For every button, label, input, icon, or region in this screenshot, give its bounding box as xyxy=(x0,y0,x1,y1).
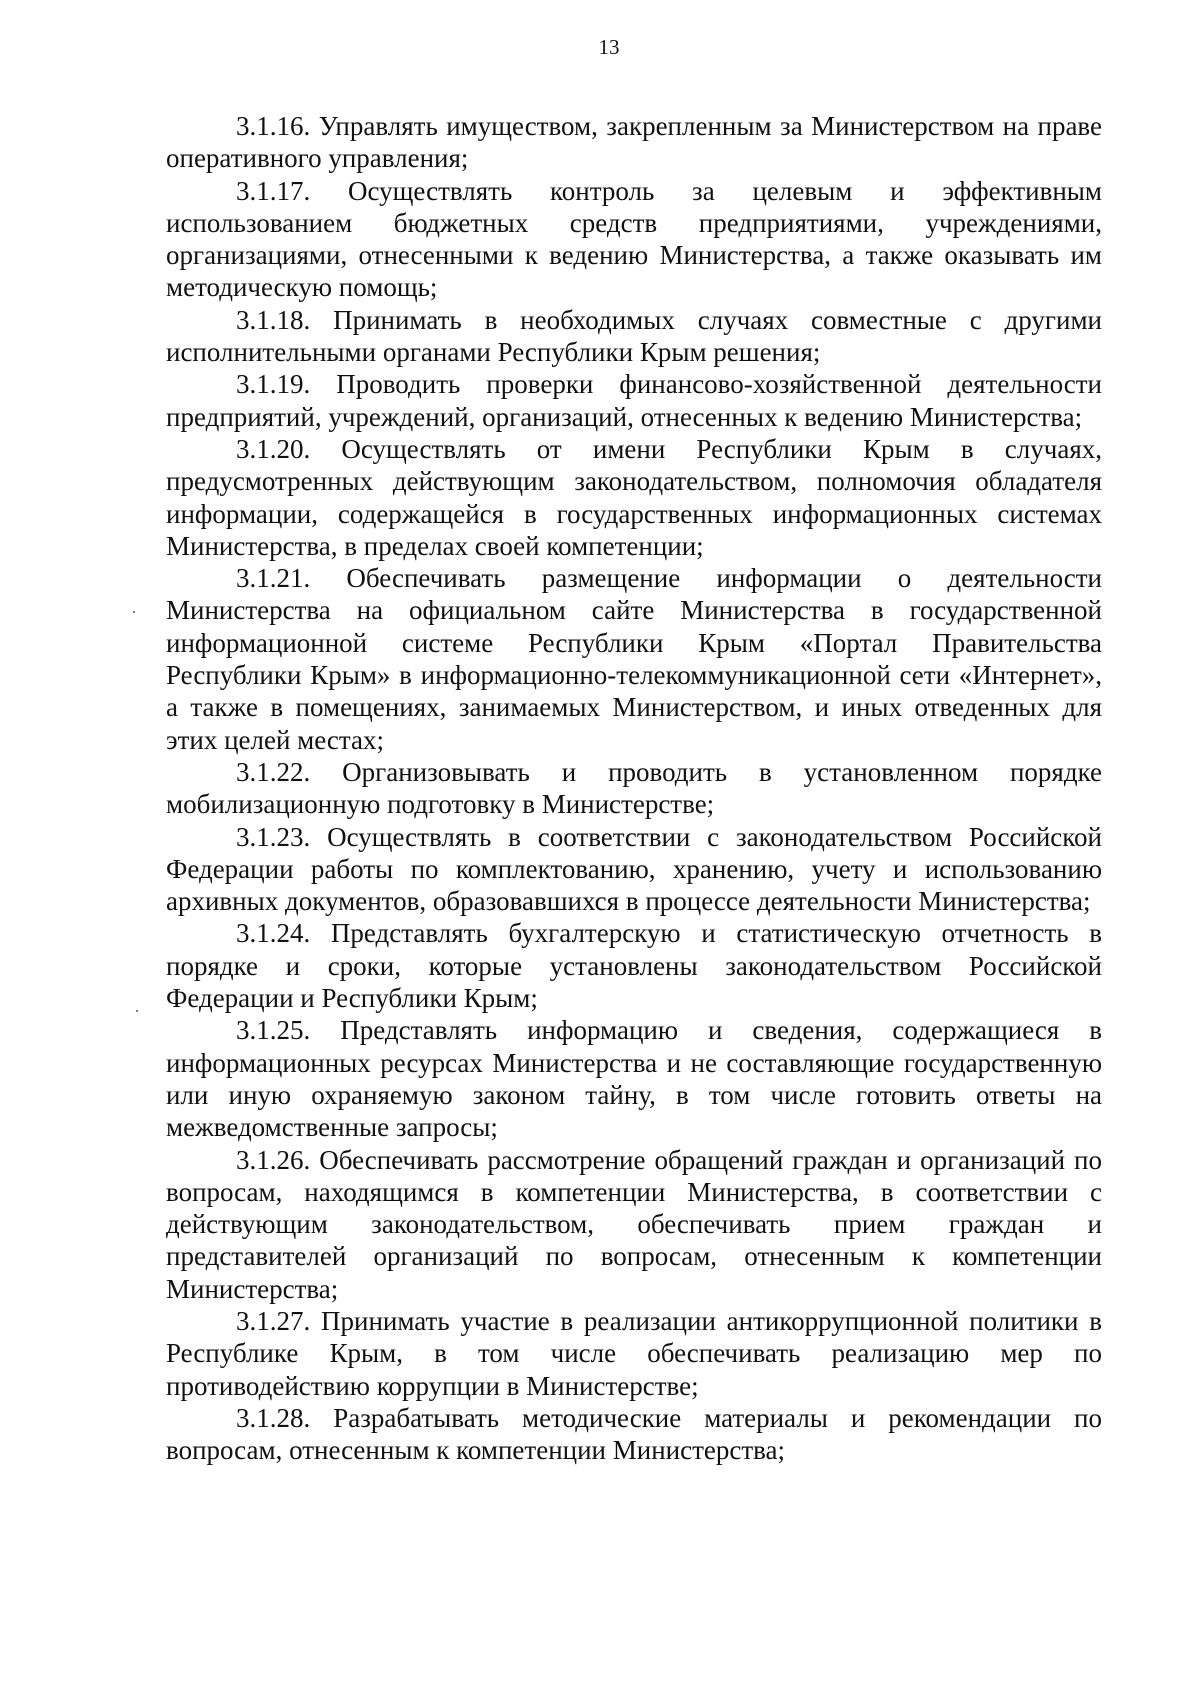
paragraph-3-1-28: 3.1.28. Разрабатывать методические материалы и рекомендации по вопросам, отнесенным к компетенции Министерства; xyxy=(166,1402,1102,1466)
paragraph-3-1-21: 3.1.21. Обеспечивать размещение информации о деятельности Министерства на официальном сайте Министерства в государственной информационной системе Республики Крым «Портал Правительства Республики Крым» в информационно-телекоммуникационной сети «Интернет», а также в помещениях, занимаемых Министерством, и иных отведенных для этих целей местах; xyxy=(166,563,1102,755)
paragraph-3-1-16: 3.1.16. Управлять имуществом, закрепленным за Министерством на праве оперативного управления; xyxy=(166,111,1102,174)
paragraph-3-1-24: 3.1.24. Представлять бухгалтерскую и статистическую отчетность в порядке и сроки, которые установлены законодательством Российской Федерации и Республики Крым; xyxy=(166,918,1102,1014)
paragraph-3-1-20: 3.1.20. Осуществлять от имени Республики Крым в случаях, предусмотренных действующим законодательством, полномочия обладателя информации, содержащейся в государственных информационных системах Министерства, в пределах своей компетенции; xyxy=(166,433,1102,561)
scan-speck xyxy=(133,611,135,613)
paragraph-3-1-25: 3.1.25. Представлять информацию и сведения, содержащиеся в информационных ресурсах Министерства и не составляющие государственную или иную охраняемую законом тайну, в том числе готовить ответы на межведомственные запросы; xyxy=(166,1015,1102,1143)
paragraph-3-1-17: 3.1.17. Осуществлять контроль за целевым и эффективным использованием бюджетных средств предприятиями, учреждениями, организациями, отнесенными к ведению Министерства, а также оказывать им методическую помощь; xyxy=(166,175,1102,303)
scan-speck xyxy=(136,1010,138,1012)
paragraph-3-1-18: 3.1.18. Принимать в необходимых случаях совместные с другими исполнительными органами Республики Крым решения; xyxy=(166,304,1102,368)
document-body xyxy=(166,110,1102,1466)
paragraph-3-1-27: 3.1.27. Принимать участие в реализации антикоррупционной политики в Республике Крым, в том числе обеспечивать реализацию мер по противодействию коррупции в Министерстве; xyxy=(166,1305,1102,1401)
paragraph-3-1-26: 3.1.26. Обеспечивать рассмотрение обращений граждан и организаций по вопросам, находящимся в компетенции Министерства, в соответствии с действующим законодательством, обеспечивать прием граждан и представителей организаций по вопросам, отнесенным к компетенции Министерства; xyxy=(166,1144,1102,1304)
paragraph-3-1-23: 3.1.23. Осуществлять в соответствии с законодательством Российской Федерации работы по комплектованию, хранению, учету и использованию архивных документов, образовавшихся в процессе деятельности Министерства; xyxy=(166,821,1102,917)
paragraph-3-1-22: 3.1.22. Организовывать и проводить в установленном порядке мобилизационную подготовку в Министерстве; xyxy=(166,756,1102,820)
page-number: 13 xyxy=(598,35,620,59)
paragraph-3-1-19: 3.1.19. Проводить проверки финансово-хозяйственной деятельности предприятий, учреждений, организаций, отнесенных к ведению Министерства; xyxy=(166,369,1102,432)
